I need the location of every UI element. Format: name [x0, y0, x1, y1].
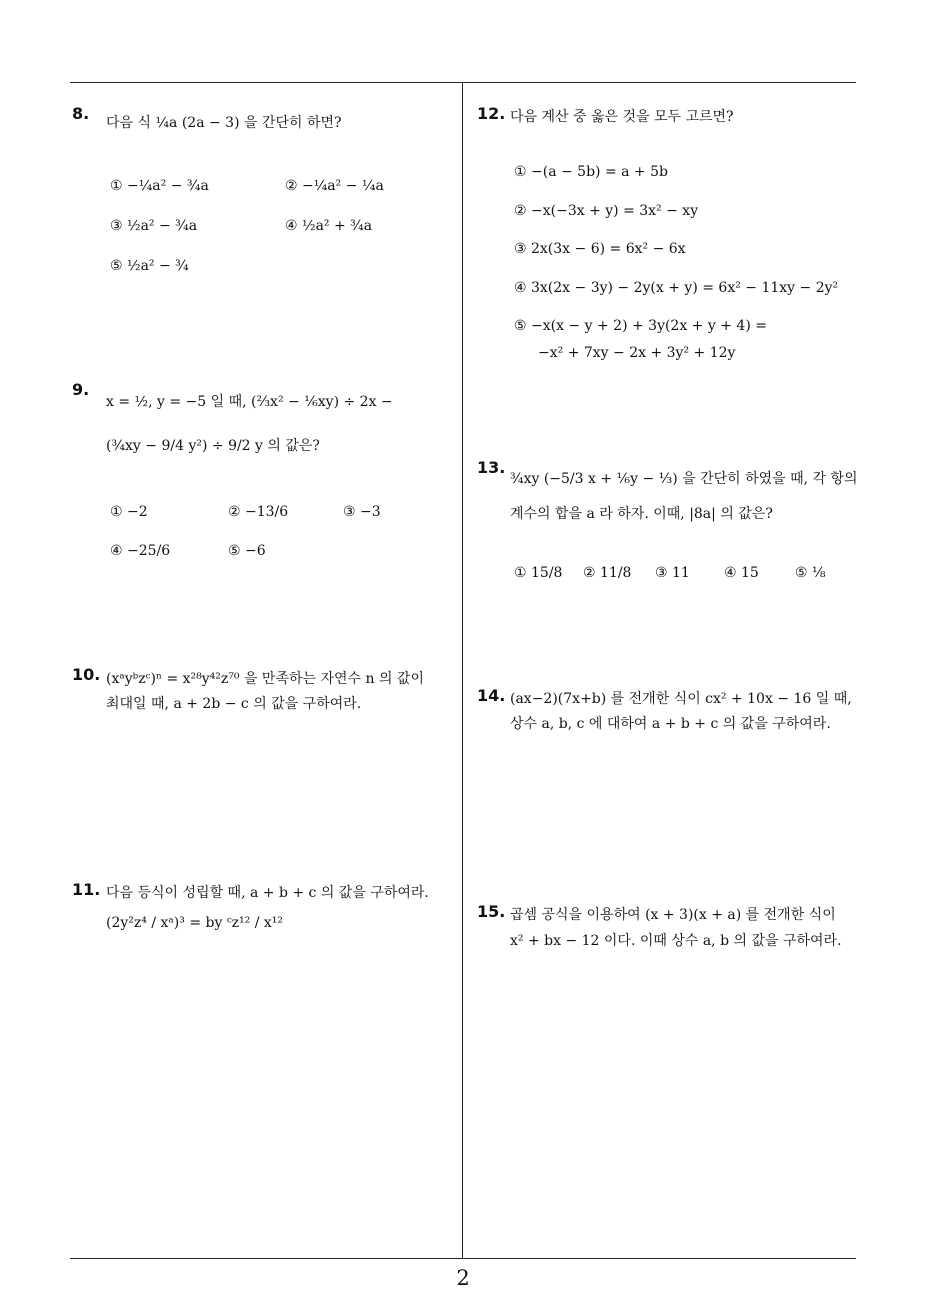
option-5[interactable]: ⑤ −x(x − y + 2) + 3y(2x + y + 4) =: [514, 318, 767, 334]
problem-line-2: 계수의 합을 a 라 하자. 이때, |8a| 의 값은?: [510, 506, 773, 522]
problem-number: 8.: [72, 104, 90, 123]
column-divider: [462, 83, 463, 1258]
option-2[interactable]: ② −x(−3x + y) = 3x² − xy: [514, 203, 699, 219]
option-5[interactable]: ⑤ ⅛: [795, 565, 826, 581]
option-1[interactable]: ① −(a − 5b) = a + 5b: [514, 164, 668, 180]
option-1[interactable]: ① 15/8: [514, 565, 563, 581]
problem-line-2: x² + bx − 12 이다. 이때 상수 a, b 의 값을 구하여라.: [510, 933, 842, 949]
option-4[interactable]: ④ −25/6: [110, 543, 171, 559]
option-3[interactable]: ③ 11: [655, 565, 690, 581]
problem-number: 13.: [477, 458, 506, 477]
problem-line-2: 상수 a, b, c 에 대하여 a + b + c 의 값을 구하여라.: [510, 716, 831, 732]
problem-line-1: (ax−2)(7x+b) 를 전개한 식이 cx² + 10x − 16 일 때,: [510, 691, 852, 707]
option-1[interactable]: ① −2: [110, 504, 148, 520]
option-4[interactable]: ④ ½a² + ¾a: [285, 218, 373, 234]
option-3[interactable]: ③ ½a² − ¾a: [110, 218, 198, 234]
problem-line-2: (¾xy − 9/4 y²) ÷ 9/2 y 의 값은?: [106, 438, 320, 454]
option-2[interactable]: ② −13/6: [228, 504, 289, 520]
option-5-continuation: −x² + 7xy − 2x + 3y² + 12y: [538, 345, 736, 361]
problem-equation: (2y²z⁴ / xᵃ)³ = by ᶜz¹² / x¹²: [106, 915, 284, 931]
option-2[interactable]: ② 11/8: [583, 565, 632, 581]
option-4[interactable]: ④ 3x(2x − 3y) − 2y(x + y) = 6x² − 11xy − 2y²: [514, 280, 839, 296]
problem-number: 10.: [72, 665, 101, 684]
option-5[interactable]: ⑤ −6: [228, 543, 266, 559]
problem-line-1: 곱셈 공식을 이용하여 (x + 3)(x + a) 를 전개한 식이: [510, 907, 836, 923]
problem-line-1: x = ½, y = −5 일 때, (⅔x² − ⅙xy) ÷ 2x −: [106, 394, 393, 410]
problem-question: 다음 식 ¼a (2a − 3) 을 간단히 하면?: [106, 115, 342, 131]
option-4[interactable]: ④ 15: [724, 565, 759, 581]
option-3[interactable]: ③ 2x(3x − 6) = 6x² − 6x: [514, 241, 686, 257]
problem-number: 9.: [72, 380, 90, 399]
problem-line-1: ¾xy (−5/3 x + ⅙y − ⅓) 을 간단히 하였을 때, 각 항의: [510, 471, 858, 487]
problem-number: 15.: [477, 902, 506, 921]
problem-line-1: (xᵃyᵇzᶜ)ⁿ = x²⁸y⁴²z⁷⁰ 을 만족하는 자연수 n 의 값이: [106, 671, 424, 687]
option-5[interactable]: ⑤ ½a² − ¾: [110, 258, 189, 274]
option-3[interactable]: ③ −3: [343, 504, 381, 520]
problem-number: 14.: [477, 686, 506, 705]
problem-question: 다음 계산 중 옳은 것을 모두 고르면?: [510, 109, 734, 125]
problem-line-2: 최대일 때, a + 2b − c 의 값을 구하여라.: [106, 696, 362, 712]
bottom-rule: [70, 1258, 856, 1259]
problem-number: 12.: [477, 104, 506, 123]
problem-number: 11.: [72, 880, 101, 899]
top-rule: [70, 82, 856, 83]
option-2[interactable]: ② −¼a² − ¼a: [285, 178, 384, 194]
page-number: 2: [456, 1266, 470, 1290]
problem-line-1: 다음 등식이 성립할 때, a + b + c 의 값을 구하여라.: [106, 885, 429, 901]
option-1[interactable]: ① −¼a² − ¾a: [110, 178, 209, 194]
